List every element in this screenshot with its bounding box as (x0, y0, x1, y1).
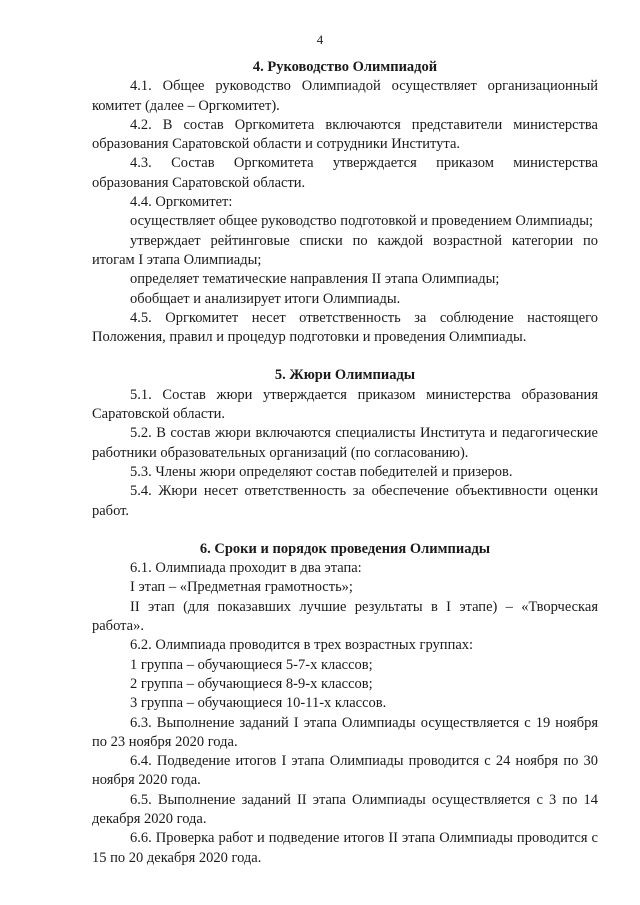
paragraph-4-4: 4.4. Оргкомитет: (130, 194, 233, 211)
list-item-group-2: 2 группа – обучающиеся 8-9-х классов; (130, 675, 373, 692)
paragraph-4-1: 4.1. Общее руководство Олимпиадой осуществляет организационный комитет (далее – Оргкомитет). (92, 78, 598, 114)
section-6-heading: 6. Сроки и порядок проведения Олимпиады (199, 540, 491, 557)
list-item-stage-1: I этап – «Предметная грамотность»; (130, 579, 353, 596)
paragraph-6-5: 6.5. Выполнение заданий II этапа Олимпиады осуществляется с 3 по 14 декабря 2020 года. (92, 791, 598, 827)
section-4-heading: 4. Руководство Олимпиадой (252, 59, 438, 75)
paragraph-5-1: 5.1. Состав жюри утверждается приказом министерства образования Саратовской области. (92, 386, 598, 423)
paragraph-4-2: 4.2. В состав Оргкомитета включаются представители министерства образования Саратовской области и сотрудники Института. (92, 116, 598, 153)
paragraph-5-3: 5.3. Члены жюри определяют состав победителей и призеров. (130, 463, 513, 480)
paragraph-6-3: 6.3. Выполнение заданий I этапа Олимпиады осуществляется с 19 ноября по 23 ноября 2020 года. (92, 714, 598, 750)
list-item-general-management: осуществляет общее руководство подготовкой и проведением Олимпиады; (130, 213, 594, 230)
section-5-heading: 5. Жюри Олимпиады (274, 367, 416, 384)
paragraph-6-2: 6.2. Олимпиада проводится в трех возрастных группах: (130, 637, 474, 654)
paragraph-6-6: 6.6. Проверка работ и подведение итогов II этапа Олимпиады проводится с 15 по 20 декабря 2020 года. (92, 830, 598, 866)
paragraph-4-5: 4.5. Оргкомитет несет ответственность за соблюдение настоящего Положения, правил и процедур подготовки и проведения Олимпиады. (92, 309, 598, 346)
list-item-stage-2: II этап (для показавших лучшие результаты в I этапе) – «Творческая работа». (92, 598, 598, 635)
paragraph-6-4: 6.4. Подведение итогов I этапа Олимпиады проводится с 24 ноября по 30 ноября 2020 года. (92, 753, 598, 789)
paragraph-5-2: 5.2. В состав жюри включаются специалисты Института и педагогические работники образовательных организаций (по согласованию). (92, 425, 598, 461)
paragraph-4-3: 4.3. Состав Оргкомитета утверждается приказом министерства образования Саратовской области. (92, 155, 598, 191)
list-item-summarize-results: обобщает и анализирует итоги Олимпиады. (130, 290, 401, 307)
paragraph-5-4: 5.4. Жюри несет ответственность за обеспечение объективности оценки работ. (92, 483, 598, 519)
document-body (92, 58, 598, 868)
list-item-rating-lists: утверждает рейтинговые списки по каждой возрастной категории по итогам I этапа Олимпиады; (92, 232, 598, 268)
list-item-group-3: 3 группа – обучающиеся 10-11-х классов. (130, 695, 387, 712)
list-item-group-1: 1 группа – обучающиеся 5-7-х классов; (130, 656, 373, 673)
page-number: 4 (316, 32, 324, 47)
paragraph-6-1: 6.1. Олимпиада проходит в два этапа: (130, 560, 362, 577)
list-item-thematic-directions: определяет тематические направления II этапа Олимпиады; (130, 271, 500, 288)
